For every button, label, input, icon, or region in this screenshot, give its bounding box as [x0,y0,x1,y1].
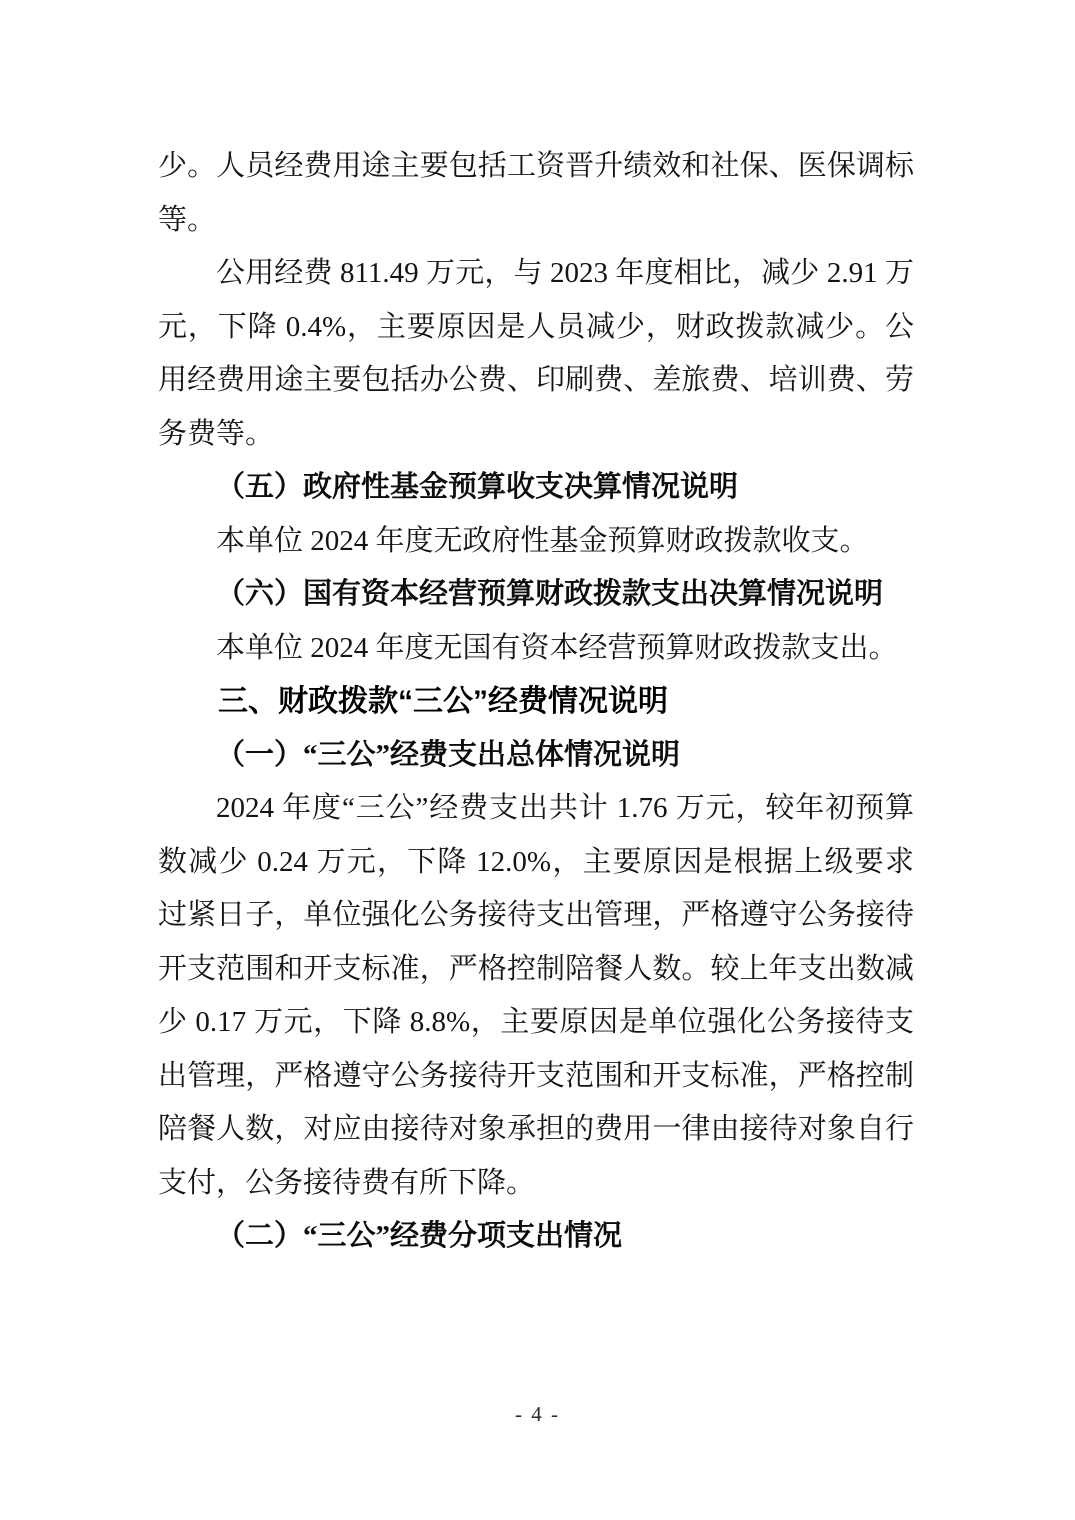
section-heading: （二）“三公”经费分项支出情况 [216,1220,623,1252]
paragraph: 本单位 2024 年度无政府性基金预算财政拨款收支。 [216,524,869,557]
section-heading: （六）国有资本经营预算财政拨款支出决算情况说明 [216,578,884,610]
paragraph: 2024 年度“三公”经费支出共计 1.76 万元，较年初预算数减少 0.24 万元，下降 12.0%，主要原因是根据上级要求过紧日子，单位强化公务接待支出管理，严格遵守公务接待开支范围和开支标准，严格控制陪餐人数。较上年支出数减少 0.17 万元，下降 8.8%，主要原因是单位强化公务接待支出管理，严格遵守公务接待开支范围和开支标准，严格控制陪餐人数，对应由接待对象承担的费用一律由接待对象自行支付，公务接待费有所下降。 [158,792,914,1199]
section-heading: （一）“三公”经费支出总体情况说明 [216,738,681,771]
paragraph: 本单位 2024 年度无国有资本经营预算财政拨款支出。 [216,631,898,664]
paragraph: 公用经费 811.49 万元，与 2023 年度相比，减少 2.91 万元，下降 0.4%，主要原因是人员减少，财政拨款减少。公用经费用途主要包括办公费、印刷费、差旅费、培训费、劳务费等。 [158,257,914,450]
section-heading: （五）政府性基金预算收支决算情况说明 [216,471,739,503]
page-number: - 4 - [515,1402,560,1426]
section-heading: 三、财政拨款“三公”经费情况说明 [218,685,668,718]
paragraph: 少。人员经费用途主要包括工资晋升绩效和社保、医保调标等。 [158,150,914,236]
document-body [158,140,914,1264]
